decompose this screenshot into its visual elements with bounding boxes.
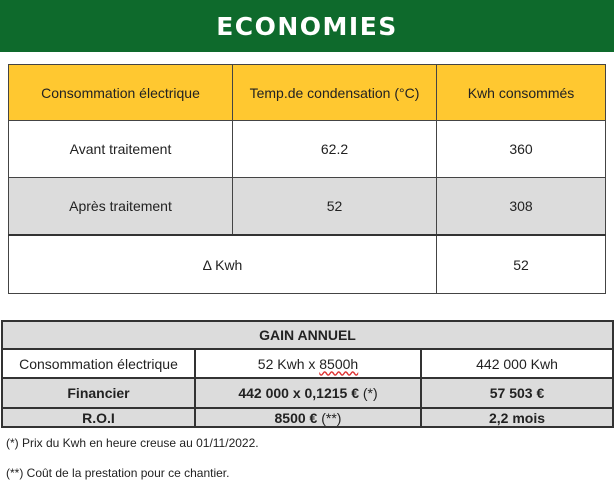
table-row: [9, 178, 606, 236]
delta-row: [9, 235, 606, 294]
kwh-value: 360: [437, 121, 606, 178]
calc-cell: [195, 408, 421, 427]
calc-cell: [195, 349, 421, 378]
calc-footnote: (*): [362, 385, 378, 401]
column-header: Consommation électrique: [9, 65, 233, 121]
footnote: (**) Coût de la prestation pour ce chantier.: [6, 466, 230, 480]
result-value: 442 000 Kwh: [421, 349, 613, 378]
gain-title-row: [2, 321, 613, 349]
temp-value: 62.2: [233, 121, 437, 178]
delta-label: Δ Kwh: [9, 235, 437, 294]
page-title: ECONOMIES: [216, 11, 398, 41]
calc-expression: 8500 €: [274, 409, 318, 426]
calc-cell: [195, 378, 421, 408]
title-banner: [0, 0, 614, 52]
calc-expression: 442 000 x 0,1215 €: [238, 385, 359, 401]
result-value: 2,2 mois: [421, 408, 613, 427]
table-header-row: [9, 65, 606, 121]
gain-table: [1, 320, 614, 428]
row-label: Après traitement: [9, 178, 233, 236]
calc-prefix: 52 Kwh x: [257, 355, 320, 372]
table-row: [2, 349, 613, 378]
calc-hours: 8500h: [319, 355, 359, 372]
row-label: Avant traitement: [9, 121, 233, 178]
table-row: [2, 408, 613, 427]
table-row: [2, 378, 613, 408]
footnote: (*) Prix du Kwh en heure creuse au 01/11/2022.: [6, 436, 259, 450]
row-label: R.O.I: [2, 408, 195, 427]
row-label: Financier: [2, 378, 195, 408]
column-header: Temp.de condensation (°C): [233, 65, 437, 121]
delta-value: 52: [437, 235, 606, 294]
column-header: Kwh consommés: [437, 65, 606, 121]
temp-value: 52: [233, 178, 437, 236]
calc-footnote: (**): [321, 409, 342, 426]
gain-title: GAIN ANNUEL: [2, 321, 613, 349]
table-row: [9, 121, 606, 178]
kwh-value: 308: [437, 178, 606, 236]
consumption-table: [8, 64, 606, 294]
row-label: Consommation électrique: [2, 349, 195, 378]
result-value: 57 503 €: [421, 378, 613, 408]
